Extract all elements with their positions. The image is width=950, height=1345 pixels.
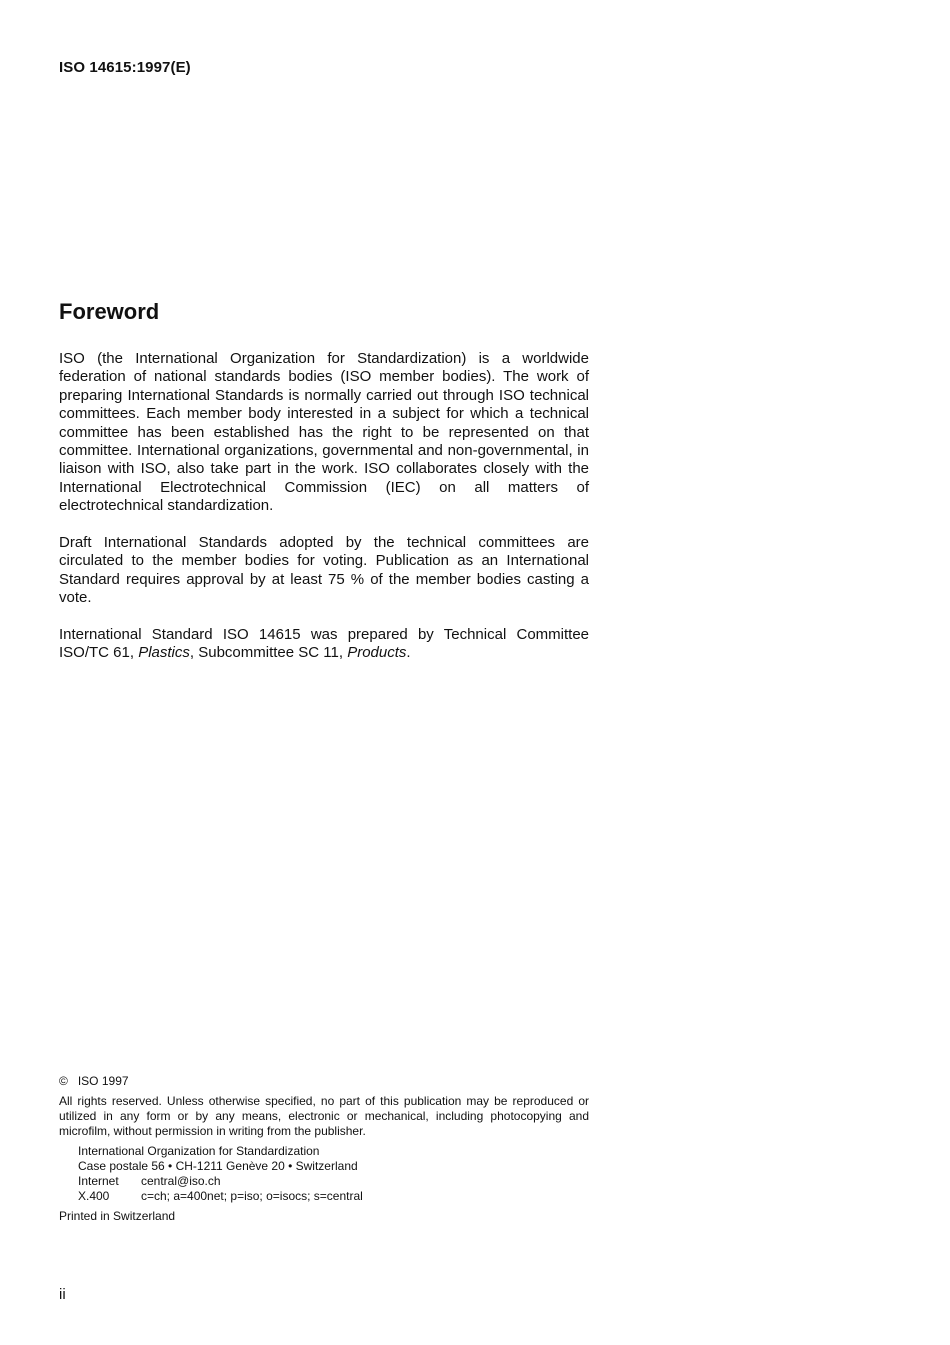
copyright-icon: © bbox=[59, 1074, 68, 1088]
org-address: Case postale 56 • CH-1211 Genève 20 • Switzerland bbox=[78, 1159, 358, 1173]
internet-label: Internet bbox=[78, 1174, 119, 1188]
p3-text-1: International Standard ISO 14615 was prepared by Technical Committee ISO/TC 61, bbox=[59, 626, 589, 662]
p3-subcommittee-name: Products bbox=[347, 644, 407, 662]
x400-label: X.400 bbox=[78, 1189, 110, 1203]
foreword-paragraph-1: ISO (the International Organization for Standardization) is a worldwide federation of national standards bodies (ISO member bodies). The work of preparing International Standards is normally carried out through ISO technical committees. Each member body interested in a subject for which a technical committee has been established has the right to be represented on that committee. International organizations, governmental and non-governmental, in liaison with ISO, also take part in the work. ISO collaborates closely with the International Electrotechnical Commission (IEC) on all matters of electrotechnical standardization. bbox=[59, 350, 589, 515]
p3-committee-name: Plastics bbox=[138, 644, 190, 662]
p3-text-3: . bbox=[406, 644, 411, 662]
document-id: ISO 14615:1997(E) bbox=[59, 59, 191, 76]
foreword-heading: Foreword bbox=[59, 299, 160, 324]
foreword-paragraph-2: Draft International Standards adopted by the technical committees are circulated to the member bodies for voting. Publication as an International Standard requires approval by at least 75 % of the member bodies casting a vote. bbox=[59, 534, 589, 607]
page-number: ii bbox=[59, 1286, 66, 1303]
internet-contact bbox=[78, 1174, 221, 1189]
x400-contact bbox=[78, 1189, 363, 1204]
copyright-text: ISO 1997 bbox=[77, 1074, 129, 1088]
p3-text-2: , Subcommittee SC 11, bbox=[189, 644, 348, 662]
internet-email: central@iso.ch bbox=[141, 1174, 221, 1188]
rights-statement: All rights reserved. Unless otherwise specified, no part of this publication may be reproduced or utilized in any form or by any means, electronic or mechanical, including photocopying and microfilm, without permission in writing from the publisher. bbox=[59, 1094, 589, 1138]
foreword-paragraph-3 bbox=[59, 626, 589, 663]
copyright-line bbox=[59, 1074, 129, 1088]
x400-address: c=ch; a=400net; p=iso; o=isocs; s=central bbox=[141, 1189, 363, 1203]
org-name: International Organization for Standardization bbox=[78, 1144, 320, 1158]
printed-in: Printed in Switzerland bbox=[59, 1209, 176, 1223]
